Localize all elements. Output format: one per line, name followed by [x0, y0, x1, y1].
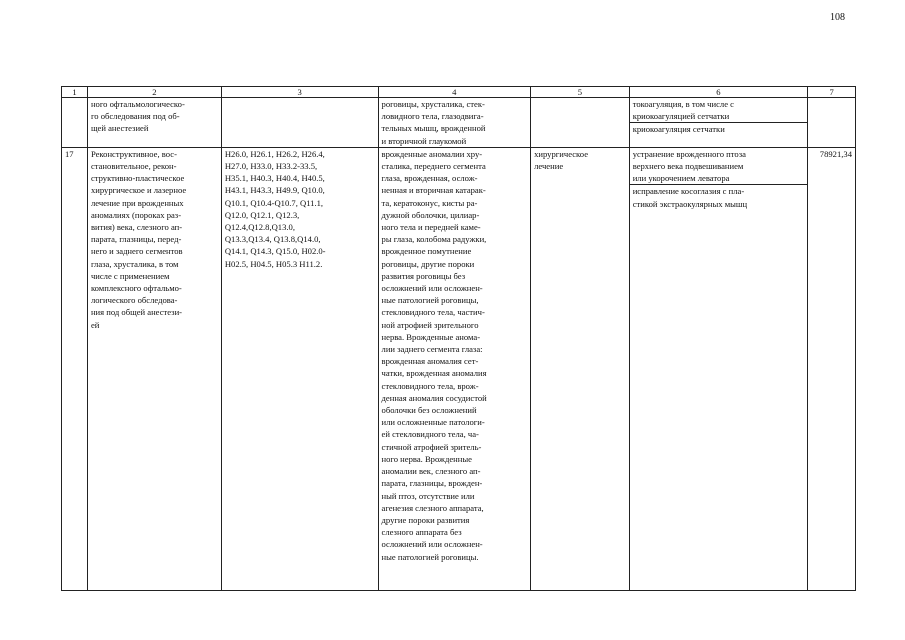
- cell-line: осложнений или осложнен-: [381, 283, 483, 294]
- cell-line: стикой экстраокулярных мышц: [632, 198, 748, 209]
- cell-line: H02.5, H04.5, H05.3 H11.2.: [224, 258, 323, 269]
- table-header-row: [62, 87, 856, 98]
- cell-line: Реконструктивное, вос-: [90, 148, 177, 159]
- cell-line: H26.0, H26.1, H26.2, H26.4,: [224, 148, 325, 159]
- page-number: 108: [830, 12, 845, 23]
- table-row-17: [62, 147, 856, 590]
- column-header: 3: [221, 87, 378, 98]
- cell-line: Q13.3,Q13.4, Q13.8,Q14.0,: [224, 234, 321, 245]
- cell-line: вития) века, слезного ап-: [90, 222, 183, 233]
- cell-line: H43.1, H43.3, H49.9, Q10.0,: [224, 185, 325, 196]
- cell-line: врожденное помутнение: [381, 246, 472, 257]
- cell-line: ного тела и передней каме-: [381, 222, 481, 233]
- cell-line: Q14.1, Q14.3, Q15.0, H02.0-: [224, 246, 326, 257]
- cell-line: хирургическое и лазерное: [90, 185, 187, 196]
- cell-line: стичной атрофией зритель-: [381, 441, 482, 452]
- method-item: [630, 148, 808, 186]
- cell-line: ные патологией роговицы.: [381, 551, 479, 562]
- cell-line: логического обследова-: [90, 295, 178, 306]
- cell-line: врожденная аномалия сет-: [381, 356, 479, 367]
- cell-line: ной атрофией зрительного: [381, 319, 479, 330]
- cell-line: криокоагуляция сетчатки: [632, 124, 725, 135]
- icd-codes-cell: [221, 98, 378, 148]
- cell-line: дужной оболочки, цилиар-: [381, 209, 480, 220]
- cell-line: и вторичной глаукомой: [381, 135, 467, 146]
- cell-line: ного офтальмологическо-: [90, 99, 185, 109]
- cell-line: парата, глазницы, перед-: [90, 234, 182, 245]
- row-number-cell: [62, 98, 88, 148]
- cell-line: стекловидного тела, врож-: [381, 380, 479, 391]
- cell-line: лии заднего сегмента глаза:: [381, 344, 483, 355]
- cell-line: аномалии век, слезного ап-: [381, 466, 481, 477]
- column-header: 5: [531, 87, 630, 98]
- cell-line: ей: [90, 319, 100, 330]
- cell-line: нерва. Врожденные анома-: [381, 331, 481, 342]
- cell-line: устранение врожденного птоза: [632, 148, 746, 159]
- cell-line: та, кератоконус, кисты ра-: [381, 197, 478, 208]
- cell-line: верхнего века подвешиванием: [632, 161, 744, 172]
- cell-line: Q12.4,Q12.8,Q13.0,: [224, 222, 295, 233]
- cell-line: парата, глазницы, врожден-: [381, 478, 483, 489]
- column-header: 2: [87, 87, 221, 98]
- cell-line: токоагуляция, в том числе с: [632, 99, 734, 109]
- diagnosis-cell: [378, 98, 531, 148]
- services-table: [61, 86, 856, 591]
- method-cell: [629, 147, 808, 590]
- cell-line: ненная и вторичная катарак-: [381, 185, 486, 196]
- cell-line: развития роговицы без: [381, 270, 466, 281]
- cell-line: комплексного офтальмо-: [90, 283, 182, 294]
- cell-line: ей стекловидного тела, ча-: [381, 429, 479, 440]
- method-item: [630, 98, 808, 123]
- cell-line: стекловидного тела, частич-: [381, 307, 485, 318]
- cell-line: или укорочением леватора: [632, 173, 730, 184]
- price-cell: [808, 98, 856, 148]
- cell-line: врожденные аномалии хру-: [381, 148, 483, 159]
- column-header: 1: [62, 87, 88, 98]
- cell-line: него и заднего сегментов: [90, 246, 183, 257]
- cell-line: структивно-пластическое: [90, 173, 185, 184]
- treatment-type-cell: [531, 98, 630, 148]
- cell-line: другие пороки развития: [381, 514, 470, 525]
- cell-line: исправление косоглазия с пла-: [632, 186, 745, 197]
- cell-line: H35.1, H40.3, H40.4, H40.5,: [224, 173, 325, 184]
- cell-line: осложнений или осложнен-: [381, 539, 483, 550]
- cell-line: оболочки без осложнений: [381, 405, 477, 416]
- cell-line: ловидного тела, глазодвига-: [381, 111, 484, 122]
- cell-line: роговицы, другие пороки: [381, 258, 475, 269]
- column-header: 6: [629, 87, 808, 98]
- cell-line: глаза, врожденная, ослож-: [381, 173, 478, 184]
- cell-line: Q12.0, Q12.1, Q12.3,: [224, 209, 300, 220]
- cell-line: аномалиях (пороках раз-: [90, 209, 182, 220]
- cell-line: щей анестезией: [90, 123, 149, 134]
- method-item: [630, 185, 808, 209]
- price-cell: 78921,34: [808, 147, 856, 590]
- cell-line: слезного аппарата без: [381, 527, 462, 538]
- cell-line: хирургическое: [534, 148, 589, 159]
- cell-line: денная аномалия сосудистой: [381, 392, 487, 403]
- cell-line: числе с применением: [90, 270, 170, 281]
- cell-line: Q10.1, Q10.4-Q10.7, Q11.1,: [224, 197, 324, 208]
- cell-line: ный птоз, отсутствие или: [381, 490, 475, 501]
- column-header: 7: [808, 87, 856, 98]
- cell-line: го обследования под об-: [90, 111, 180, 122]
- diagnosis-cell: [378, 147, 531, 590]
- method-cell: [629, 98, 808, 148]
- row-number-cell: 17: [62, 147, 88, 590]
- treatment-type-cell: [531, 147, 630, 590]
- cell-line: ного нерва. Врожденные: [381, 453, 472, 464]
- cell-line: H27.0, H33.0, H33.2-33.5,: [224, 161, 318, 172]
- column-header: 4: [378, 87, 531, 98]
- procedure-group-cell: [87, 98, 221, 148]
- cell-line: чатки, врожденная аномалия: [381, 368, 487, 379]
- cell-line: ния под общей анестези-: [90, 307, 183, 318]
- cell-line: ры глаза, колобома радужки,: [381, 234, 487, 245]
- cell-line: ные патологией роговицы,: [381, 295, 479, 306]
- procedure-group-cell: [87, 147, 221, 590]
- cell-line: лечение при врожденных: [90, 197, 184, 208]
- cell-line: сталика, переднего сегмента: [381, 161, 486, 172]
- table-row-continuation: [62, 98, 856, 148]
- cell-line: криокоагуляцией сетчатки: [632, 111, 730, 122]
- cell-line: или осложненные патологи-: [381, 417, 485, 428]
- icd-codes-cell: [221, 147, 378, 590]
- cell-line: глаза, хрусталика, в том: [90, 258, 179, 269]
- cell-line: агенезия слезного аппарата,: [381, 502, 484, 513]
- cell-line: становительное, рекон-: [90, 161, 177, 172]
- cell-line: тельных мышц, врожденной: [381, 123, 486, 134]
- cell-line: роговицы, хрусталика, стек-: [381, 99, 485, 109]
- cell-line: лечение: [534, 161, 564, 172]
- method-item: [630, 123, 808, 135]
